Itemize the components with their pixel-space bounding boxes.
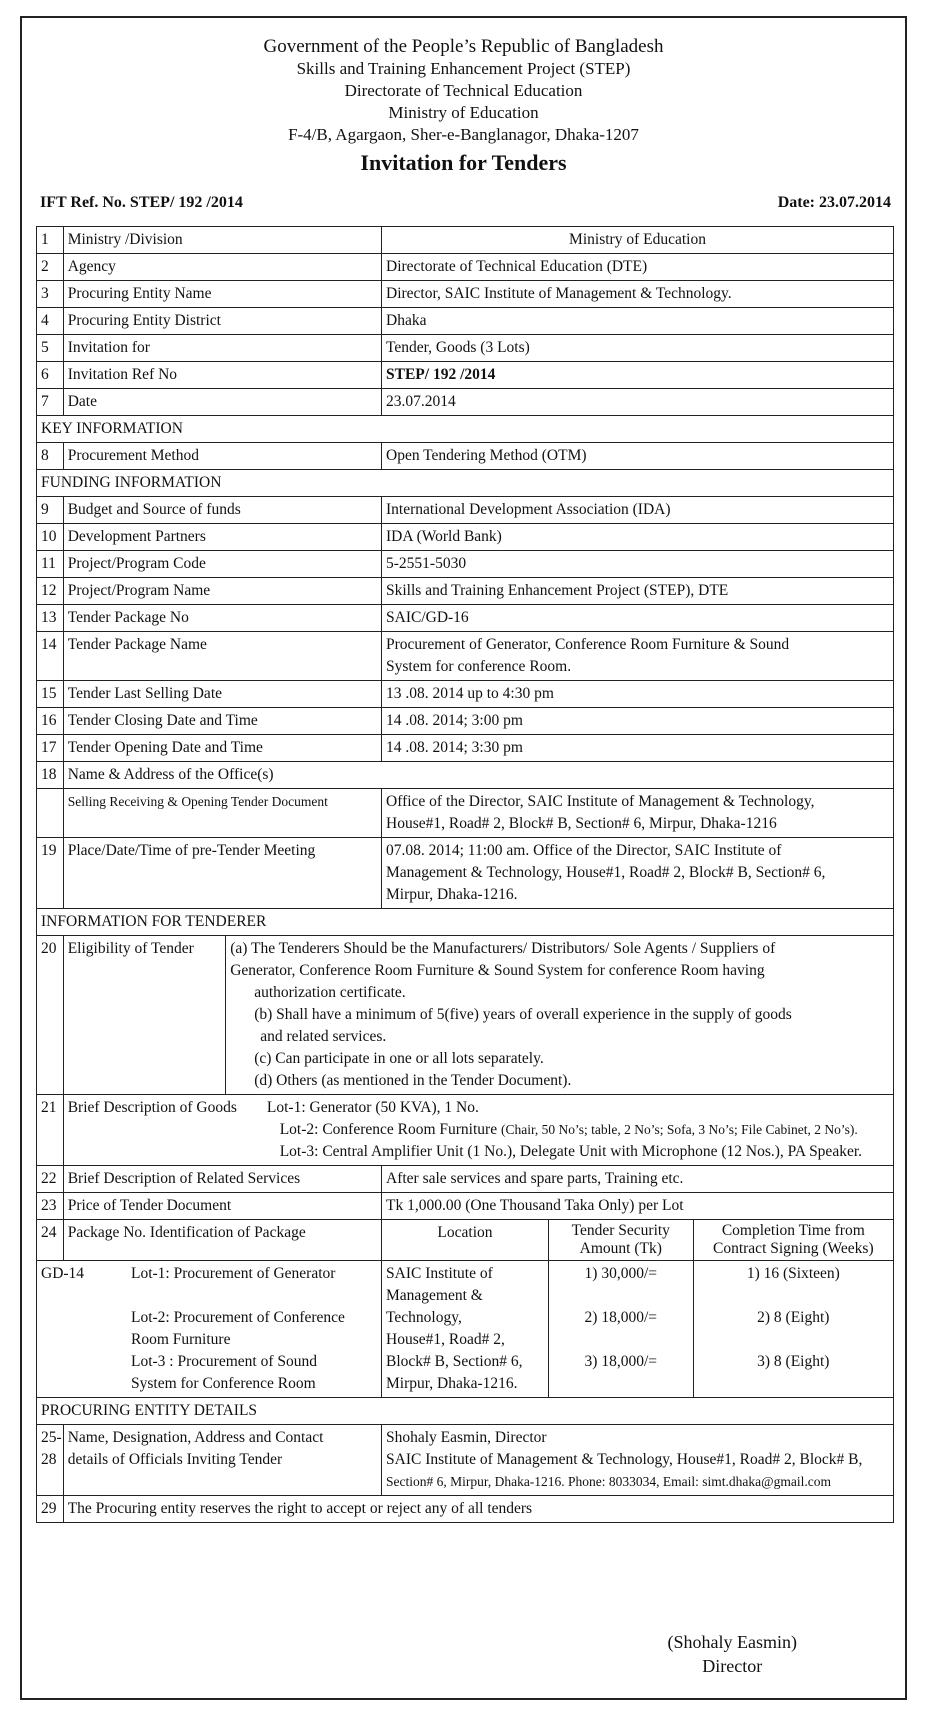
row-number: 20: [37, 936, 64, 1095]
goods-description: [63, 1095, 893, 1166]
table-row: [37, 1220, 894, 1261]
row-number: 15: [37, 681, 64, 708]
section-heading-row: [37, 470, 894, 497]
row-value-line: House#1, Road# 2, Block# B, Section# 6, Mirpur, Dhaka-1216: [386, 815, 777, 832]
eligibility-item: (c) Can participate in one or all lots separately.: [254, 1050, 544, 1067]
reference-line: [40, 194, 891, 212]
package-identification: [37, 1261, 382, 1398]
row-number: 22: [37, 1166, 64, 1193]
row-label: Procurement Method: [63, 443, 381, 470]
eligibility-item: (d) Others (as mentioned in the Tender Document).: [254, 1072, 572, 1089]
row-number: 8: [37, 443, 64, 470]
table-row: [37, 605, 894, 632]
row-number: 10: [37, 524, 64, 551]
section-heading: PROCURING ENTITY DETAILS: [37, 1398, 894, 1425]
table-row: [37, 362, 894, 389]
header-directorate: Directorate of Technical Education: [344, 81, 583, 100]
row-number: 11: [37, 551, 64, 578]
table-row: [37, 389, 894, 416]
row-value: Ministry of Education: [382, 227, 894, 254]
row-number: 2: [37, 254, 64, 281]
row-value: 23.07.2014: [382, 389, 894, 416]
eligibility-list: [226, 936, 894, 1095]
row-value: Tender, Goods (3 Lots): [382, 335, 894, 362]
row-label: Name & Address of the Office(s): [63, 762, 893, 789]
row-number: 24: [37, 1220, 64, 1261]
row-label: Tender Closing Date and Time: [63, 708, 381, 735]
table-row: [37, 1193, 894, 1220]
row-number: 5: [37, 335, 64, 362]
row-value: 5-2551-5030: [382, 551, 894, 578]
notice-header: [22, 36, 905, 174]
row-label: Tender Package Name: [63, 632, 381, 681]
eligibility-item: (a) The Tenderers Should be the Manufacturers/ Distributors/ Sole Agents / Suppliers of: [230, 940, 776, 957]
row-value: 14 .08. 2014; 3:30 pm: [382, 735, 894, 762]
row-label: Ministry /Division: [63, 227, 381, 254]
row-label: Brief Description of Goods: [67, 1099, 237, 1116]
row-number: 3: [37, 281, 64, 308]
table-row: [37, 1095, 894, 1166]
signatory-designation: Director: [702, 1656, 763, 1676]
header-address: F-4/B, Agargaon, Sher-e-Banglanagor, Dhaka-1207: [288, 125, 639, 144]
row-number: 13: [37, 605, 64, 632]
row-label: Invitation for: [63, 335, 381, 362]
row-label: Procuring Entity Name: [63, 281, 381, 308]
table-row: [37, 578, 894, 605]
section-heading-row: [37, 416, 894, 443]
row-number: 23: [37, 1193, 64, 1220]
row-value: [382, 838, 894, 909]
table-row: [37, 443, 894, 470]
row-label: Tender Last Selling Date: [63, 681, 381, 708]
goods-lot-3: Lot-3: Central Amplifier Unit (1 No.), Delegate Unit with Microphone (12 Nos.), PA Speaker.: [279, 1143, 863, 1160]
signature-block: [668, 1630, 797, 1678]
package-lot-1: Lot-1: Procurement of Generator: [131, 1265, 336, 1282]
table-row: [37, 308, 894, 335]
column-header-security: Tender Security Amount (Tk): [548, 1220, 693, 1261]
table-row: [37, 789, 894, 838]
row-value-line: Procurement of Generator, Conference Room Furniture & Sound: [386, 636, 790, 653]
package-lot-3: Lot-3 : Procurement of Sound System for Conference Room: [131, 1353, 317, 1392]
row-number: 4: [37, 308, 64, 335]
table-row: [37, 936, 894, 1095]
ift-ref-number: IFT Ref. No. STEP/ 192 /2014: [40, 194, 243, 211]
section-heading: INFORMATION FOR TENDERER: [37, 909, 894, 936]
column-header-location: Location: [382, 1220, 549, 1261]
table-row: [37, 681, 894, 708]
row-number: 17: [37, 735, 64, 762]
table-row: [37, 551, 894, 578]
table-row: [37, 227, 894, 254]
row-value-line: Management & Technology, House#1, Road# 2, Block# B, Section# 6,: [386, 864, 826, 881]
table-row: [37, 524, 894, 551]
row-value: Skills and Training Enhancement Project (STEP), DTE: [382, 578, 894, 605]
row-value: [382, 789, 894, 838]
eligibility-item: Generator, Conference Room Furniture & Sound System for conference Room having: [230, 962, 765, 979]
table-row: [37, 1166, 894, 1193]
section-heading-row: [37, 909, 894, 936]
eligibility-item: and related services.: [260, 1028, 387, 1045]
section-heading-row: [37, 1398, 894, 1425]
goods-lot-2-detail: (Chair, 50 No’s; table, 2 No’s; Sofa, 3 No’s; File Cabinet, 2 No’s).: [500, 1122, 858, 1137]
row-label: Procuring Entity District: [63, 308, 381, 335]
row-label: Development Partners: [63, 524, 381, 551]
page-title: Invitation for Tenders: [360, 150, 567, 175]
tender-details-table: [36, 226, 894, 1523]
row-value: The Procuring entity reserves the right to accept or reject any of all tenders: [63, 1496, 893, 1523]
table-row: [37, 708, 894, 735]
row-value-line: System for conference Room.: [386, 658, 572, 675]
row-label: Price of Tender Document: [63, 1193, 381, 1220]
row-number: 9: [37, 497, 64, 524]
row-label: Brief Description of Related Services: [63, 1166, 381, 1193]
row-number: 12: [37, 578, 64, 605]
row-label: Agency: [63, 254, 381, 281]
signatory-name: (Shohaly Easmin): [667, 1632, 797, 1652]
row-number: 7: [37, 389, 64, 416]
notice-date: Date: 23.07.2014: [777, 194, 891, 211]
row-label: Date: [63, 389, 381, 416]
header-government: Government of the People’s Republic of Bangladesh: [263, 36, 664, 57]
eligibility-item: (b) Shall have a minimum of 5(five) years of overall experience in the supply of goods: [254, 1006, 792, 1023]
package-completion: 1) 16 (Sixteen) 2) 8 (Eight) 3) 8 (Eight): [693, 1261, 893, 1398]
row-value: 13 .08. 2014 up to 4:30 pm: [382, 681, 894, 708]
row-value: International Development Association (IDA): [382, 497, 894, 524]
row-number: 29: [37, 1496, 64, 1523]
row-value: [382, 632, 894, 681]
row-label: Name, Designation, Address and Contact details of Officials Inviting Tender: [63, 1425, 381, 1496]
section-heading: KEY INFORMATION: [37, 416, 894, 443]
row-number: [37, 789, 64, 838]
row-number: 1: [37, 227, 64, 254]
row-label: Eligibility of Tender: [63, 936, 225, 1095]
table-row: [37, 335, 894, 362]
row-number: 21: [37, 1095, 64, 1166]
table-row: [37, 281, 894, 308]
row-value: Director, SAIC Institute of Management & Technology.: [382, 281, 894, 308]
row-value: After sale services and spare parts, Training etc.: [382, 1166, 894, 1193]
goods-lot-2: Lot-2: Conference Room Furniture: [279, 1121, 498, 1138]
table-row: [37, 254, 894, 281]
row-label: Invitation Ref No: [63, 362, 381, 389]
header-project: Skills and Training Enhancement Project (STEP): [296, 59, 631, 78]
row-value: Dhaka: [382, 308, 894, 335]
table-row: [37, 762, 894, 789]
row-value: STEP/ 192 /2014: [382, 362, 894, 389]
row-number: 25- 28: [37, 1425, 64, 1496]
row-value: Tk 1,000.00 (One Thousand Taka Only) per Lot: [382, 1193, 894, 1220]
row-value-line: Mirpur, Dhaka-1216.: [386, 886, 518, 903]
header-ministry: Ministry of Education: [388, 103, 539, 122]
row-label: Tender Package No: [63, 605, 381, 632]
row-label: Tender Opening Date and Time: [63, 735, 381, 762]
table-row: [37, 497, 894, 524]
row-value: 14 .08. 2014; 3:00 pm: [382, 708, 894, 735]
row-value: Directorate of Technical Education (DTE): [382, 254, 894, 281]
row-value: IDA (World Bank): [382, 524, 894, 551]
goods-lot-1: Lot-1: Generator (50 KVA), 1 No.: [266, 1099, 479, 1116]
table-row: [37, 735, 894, 762]
row-value: SAIC/GD-16: [382, 605, 894, 632]
table-row: [37, 1261, 894, 1398]
row-label: Place/Date/Time of pre-Tender Meeting: [63, 838, 381, 909]
row-number: 16: [37, 708, 64, 735]
table-row: [37, 1496, 894, 1523]
row-value-line: 07.08. 2014; 11:00 am. Office of the Director, SAIC Institute of: [386, 842, 782, 859]
row-number: 19: [37, 838, 64, 909]
section-heading: FUNDING INFORMATION: [37, 470, 894, 497]
row-label: Package No. Identification of Package: [63, 1220, 381, 1261]
row-value-line: Office of the Director, SAIC Institute of Management & Technology,: [386, 793, 815, 810]
package-number: GD-14: [41, 1265, 85, 1282]
row-label: Project/Program Name: [63, 578, 381, 605]
row-number: 6: [37, 362, 64, 389]
row-sub-label: Selling Receiving & Opening Tender Document: [63, 789, 381, 838]
tender-notice-page: [20, 16, 907, 1700]
row-value: Open Tendering Method (OTM): [382, 443, 894, 470]
eligibility-item: authorization certificate.: [254, 984, 406, 1001]
row-number: 18: [37, 762, 64, 789]
row-value: Shohaly Easmin, Director SAIC Institute of Management & Technology, House#1, Road# 2, Block# B, Section# 6, Mirpur, Dhaka-1216. Phone: 8033034, Email: simt.dhaka@gmail.com: [382, 1425, 894, 1496]
row-label: Project/Program Code: [63, 551, 381, 578]
package-location: SAIC Institute of Management & Technology, House#1, Road# 2, Block# B, Section# 6, Mirpur, Dhaka-1216.: [382, 1261, 549, 1398]
table-row: [37, 1425, 894, 1496]
table-row: [37, 632, 894, 681]
column-header-completion: Completion Time from Contract Signing (Weeks): [693, 1220, 893, 1261]
table-row: [37, 838, 894, 909]
package-lot-2: Lot-2: Procurement of Conference Room Furniture: [131, 1309, 345, 1348]
row-number: 14: [37, 632, 64, 681]
row-label: Budget and Source of funds: [63, 497, 381, 524]
package-security: 1) 30,000/= 2) 18,000/= 3) 18,000/=: [548, 1261, 693, 1398]
